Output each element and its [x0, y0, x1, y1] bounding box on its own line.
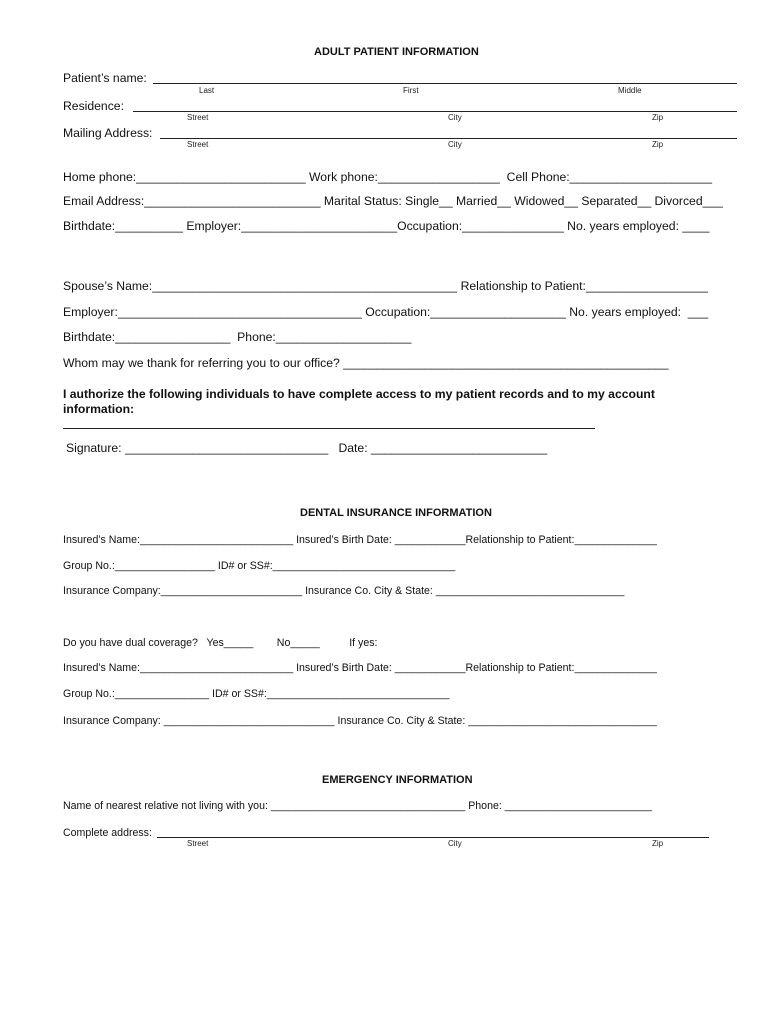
- spouse-name-line[interactable]: Spouse’s Name:_____________________________________________ Relationship to Patient:__________________: [63, 279, 708, 293]
- residence-label: Residence:: [63, 99, 124, 113]
- sub-label-first: First: [403, 86, 419, 95]
- spouse-birthdate-line[interactable]: Birthdate:_________________ Phone:____________________: [63, 330, 412, 344]
- sub-label-street: Street: [187, 140, 209, 149]
- insurance-company-line[interactable]: Insurance Company:________________________ Insurance Co. City & State: ________________________________: [63, 585, 625, 597]
- secondary-insurance-company-line[interactable]: Insurance Company: _____________________________ Insurance Co. City & State: ________________________________: [63, 715, 657, 727]
- sub-label-city: City: [448, 140, 462, 149]
- patient-name-field[interactable]: [153, 83, 737, 84]
- group-id-line[interactable]: Group No.:_________________ ID# or SS#:_______________________________: [63, 560, 456, 572]
- authorized-individuals-field[interactable]: [63, 428, 595, 429]
- secondary-group-id-line[interactable]: Group No.:________________ ID# or SS#:_______________________________: [63, 688, 450, 700]
- emergency-section-title: EMERGENCY INFORMATION: [322, 774, 473, 786]
- sub-label-last: Last: [199, 86, 215, 95]
- patient-name-label: Patient’s name:: [63, 71, 147, 85]
- dental-section-title: DENTAL INSURANCE INFORMATION: [300, 507, 492, 519]
- sub-label-middle: Middle: [618, 86, 642, 95]
- mailing-address-label: Mailing Address:: [63, 126, 153, 140]
- phone-fields-line[interactable]: Home phone:_________________________ Work phone:__________________ Cell Phone:_____________________: [63, 170, 713, 184]
- secondary-insured-name-line[interactable]: Insured’s Name:__________________________ Insured’s Birth Date: ____________Relationship to Patient:______________: [63, 662, 657, 674]
- email-marital-line[interactable]: Email Address:__________________________ Marital Status: Single__ Married__ Widowed__ Separated__ Divorced___: [63, 194, 723, 208]
- residence-field[interactable]: [133, 111, 737, 112]
- sub-label-zip: Zip: [652, 113, 664, 122]
- sub-label-street: Street: [187, 113, 209, 122]
- sub-label-zip: Zip: [652, 140, 664, 149]
- authorization-text: I authorize the following individuals to have complete access to my patient records and to my account information:: [63, 387, 655, 416]
- insured-name-line[interactable]: Insured’s Name:__________________________ Insured’s Birth Date: ____________Relationship to Patient:______________: [63, 534, 657, 546]
- sub-label-city: City: [448, 113, 462, 122]
- dual-coverage-line[interactable]: Do you have dual coverage? Yes_____ No_____ If yes:: [63, 637, 378, 649]
- birthdate-employer-line[interactable]: Birthdate:__________ Employer:_______________________Occupation:_______________ No. years employed: ____: [63, 219, 710, 233]
- referral-line[interactable]: Whom may we thank for referring you to our office? ________________________________________________: [63, 356, 669, 370]
- sub-label-city: City: [448, 839, 462, 848]
- signature-date-line[interactable]: Signature: ______________________________ Date: __________________________: [66, 441, 548, 455]
- nearest-relative-line[interactable]: Name of nearest relative not living with you: _________________________________ Phone: _________________________: [63, 800, 653, 812]
- mailing-address-field[interactable]: [160, 138, 737, 139]
- spouse-employer-line[interactable]: Employer:____________________________________ Occupation:____________________ No. years employed: ___: [63, 305, 709, 319]
- complete-address-label: Complete address:: [63, 827, 152, 839]
- complete-address-field[interactable]: [157, 837, 709, 838]
- sub-label-zip: Zip: [652, 839, 664, 848]
- adult-section-title: ADULT PATIENT INFORMATION: [314, 46, 479, 58]
- sub-label-street: Street: [187, 839, 209, 848]
